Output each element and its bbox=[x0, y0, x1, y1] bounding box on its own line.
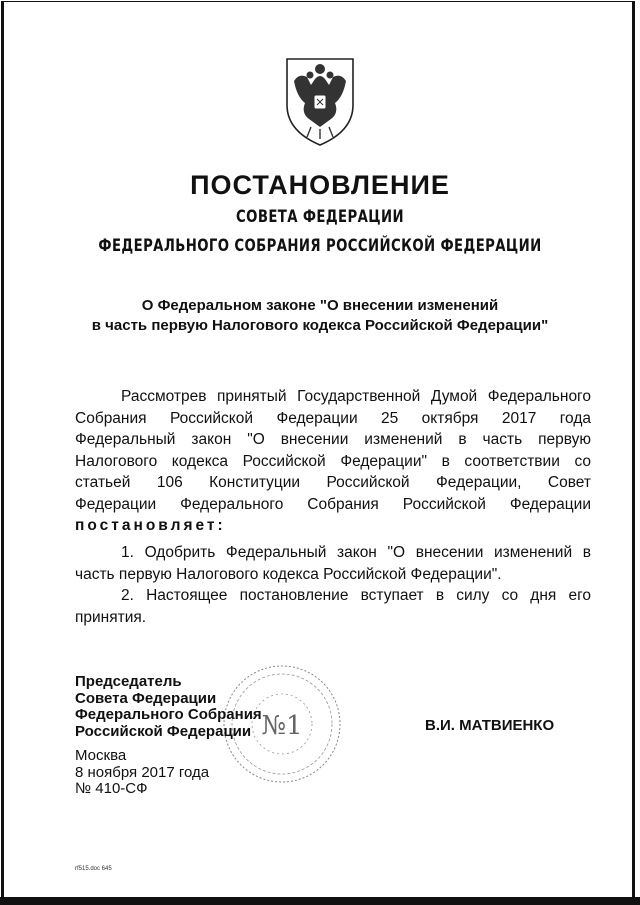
document-title: ПОСТАНОВЛЕНИЕ bbox=[190, 170, 450, 200]
signatory-position-line: Совета Федерации bbox=[75, 689, 217, 707]
resolution-items bbox=[75, 542, 591, 628]
coat-of-arms-icon bbox=[281, 55, 359, 147]
item-1-line-2: часть первую Налогового кодекса Российской Федерации". bbox=[75, 565, 502, 583]
stamp-number: №1 bbox=[261, 711, 303, 741]
item-2-line-1: 2. Настоящее постановление вступает в силу со дня его bbox=[121, 587, 591, 604]
preamble-line: Налогового кодекса Российской Федерации" в соответствии со bbox=[75, 452, 591, 470]
signatory-position-line: Российской Федерации bbox=[75, 722, 252, 740]
resolves-word: постановляет: bbox=[75, 517, 226, 534]
signatory-position-line: Федерального Собрания bbox=[75, 706, 262, 723]
subject-line-1: О Федеральном законе "О внесении изменений bbox=[141, 297, 499, 314]
signatory-position bbox=[75, 674, 262, 740]
document-date: 8 ноября 2017 года bbox=[75, 763, 210, 781]
document-number: № 410-СФ bbox=[75, 780, 148, 797]
signatory-position-line: Председатель bbox=[75, 673, 182, 690]
document-subtitle-assembly: ФЕДЕРАЛЬНОГО СОБРАНИЯ РОССИЙСКОЙ ФЕДЕРАЦИИ bbox=[98, 236, 542, 256]
preamble-line: Рассмотрев принятый Государственной Думой Федерального bbox=[121, 388, 591, 405]
item-1-line-1: 1. Одобрить Федеральный закон "О внесении изменений в bbox=[121, 544, 591, 561]
footer-reference: rf515.doc 645 bbox=[75, 866, 112, 872]
city: Москва bbox=[75, 747, 127, 764]
document-subtitle-council: СОВЕТА ФЕДЕРАЦИИ bbox=[236, 207, 404, 227]
preamble-line: Федеральный закон "О внесении изменений в часть первую bbox=[75, 431, 591, 448]
bottom-scan-bar bbox=[0, 897, 640, 905]
preamble-line: статьей 106 Конституции Российской Федерации, Совет bbox=[75, 474, 591, 491]
signatory-name: В.И. МАТВИЕНКО bbox=[425, 717, 555, 734]
preamble-line: Собрания Российской Федерации 25 октября 2017 года bbox=[75, 409, 591, 427]
preamble-line: Федерации Федерального Собрания Российской Федерации bbox=[75, 495, 591, 513]
subject-line-2: в часть первую Налогового кодекса Российской Федерации" bbox=[91, 317, 549, 334]
preamble-paragraph bbox=[75, 386, 591, 537]
place-date-block bbox=[75, 748, 209, 798]
item-2-line-2: принятия. bbox=[75, 608, 147, 626]
